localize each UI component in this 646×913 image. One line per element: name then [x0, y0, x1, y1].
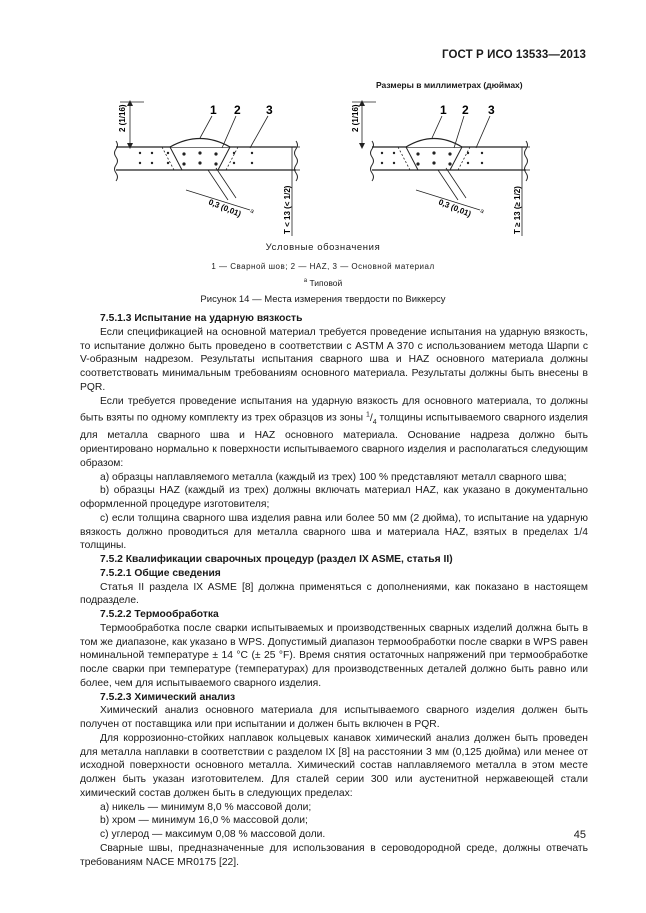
left-dim-top: 2 (1/16) [118, 104, 127, 132]
right-dim-diag: 0,3 (0,01) [437, 197, 473, 219]
list-item-b: b) образцы HAZ (каждый из трех) должны включать материал HAZ, как указано в документально оформленной процедуре изготовителя; [80, 485, 588, 511]
right-callout-3: 3 [488, 103, 495, 117]
section-7522-title: 7.5.2.2 Термообработка [100, 609, 219, 621]
right-weld-cap [406, 139, 462, 148]
paragraph-impact-1: Если спецификацией на основной материал требуется проведение испытания на ударную вязкость, то испытание должно быть проведено в соответствии с ASTM A 370 с использованием метода Шарпи с V-образным надрезом. Результаты испытания сварного шва и HAZ основного материала должны соответствовать минимальным требованиям основного материала. Результаты должны быть внесены в PQR. [80, 326, 588, 393]
right-weld-diagram [351, 100, 530, 236]
left-weld-diagram [115, 100, 301, 236]
dimensions-note: Размеры в миллиметрах (дюймах) [376, 80, 523, 90]
paragraph-heat-treatment: Термообработка после сварки испытываемых и производственных сварных изделий должна быть в том же диапазоне, как указано в WPS. Допустимый диапазон термообработки после сварки в WPS равен номинальной температуре ± 14 °С (± 25 °F). Время снятия остаточных напряжений при термообработке после сварки при температуре (температурах) для производственных деталей должно быть равно или более, чем для испытываемого сварного изделия. [80, 622, 588, 689]
left-haz-lines [162, 147, 238, 170]
legend-items: 1 — Сварной шов; 2 — HAZ, 3 — Основной материал [211, 262, 435, 271]
left-weld-fusion-lines [170, 147, 230, 170]
left-weld-cap [170, 139, 230, 148]
paragraph-impact-2: Если требуется проведение испытания на ударную вязкость для основного материала, то должны быть взяты по одному комплекту из трех образцов из зоны $^1/_4$ толщины испытываемого сварного изделия для металла сварного шва и HAZ основного материала. Основание надреза должно быть ориентировано нормально к поверхности испытываемого сварного изделия и располагаться следующим образом: [80, 395, 589, 469]
body-text [80, 312, 588, 869]
section-7513-title: 7.5.1.3 Испытание на ударную вязкость [100, 313, 303, 324]
section-7523-title: 7.5.2.3 Химический анализ [100, 691, 236, 703]
legend-title: Условные обозначения [265, 242, 381, 253]
legend-footnote [0, 278, 646, 288]
paragraph-chem-2: Для коррозионно-стойких наплавок кольцевых канавок химический анализ должен быть проведен для металла наплавки в соответствии с разделом IX [8] на расстоянии 3 мм (0,125 дюйма) или менее от исходной поверхности основного металла. Химический состав наплавляемого металла в этом месте должен быть указан изготовителем. Для сталей серии 300 или аустенитной нержавеющей стали химический состав должен быть в следующих пределах: [80, 732, 588, 799]
left-callout-3: 3 [266, 103, 273, 117]
document-header: ГОСТ Р ИСО 13533—2013 [441, 49, 586, 61]
chem-limit-b: b) хром — минимум 16,0 % массовой доли; [100, 815, 308, 827]
chem-limit-c: с) углерод — максимум 0,08 % массовой доли. [100, 829, 326, 841]
figure-caption: Рисунок 14 — Места измерения твердости по Виккерсу [200, 294, 446, 305]
chem-limit-a: а) никель — минимум 8,0 % массовой доли; [100, 801, 312, 813]
right-haz-lines [398, 147, 470, 170]
left-dim-thickness: T < 13 (< 1/2) [283, 185, 292, 234]
legend-footnote-text: Типовой [309, 278, 343, 288]
right-callout-1: 1 [440, 103, 447, 117]
right-callout-2: 2 [462, 103, 469, 117]
section-752-title: 7.5.2 Квалификации сварочных процедур (раздел IX ASME, статья II) [100, 554, 453, 566]
right-dim-thickness: T ≥ 13 (≥ 1/2) [513, 186, 522, 234]
page-number: 45 [573, 829, 586, 841]
left-callout-1: 1 [210, 103, 217, 117]
left-dim-diag: 0,3 (0,01) [207, 197, 243, 219]
list-item-c: с) если толщина сварного шва изделия равна или более 50 мм (2 дюйма), то испытание на ударную вязкость должно проводиться для металла сварного шва и материала HAZ, взятых в пределах 1/4 толщины. [80, 512, 588, 552]
section-7521-title: 7.5.2.1 Общие сведения [100, 567, 221, 579]
paragraph-chem-1: Химический анализ основного материала для испытываемого сварного изделия должен быть получен от поставщика или при испытании и должен быть включен в PQR. [80, 705, 588, 731]
left-dim-diag-sup: a [249, 208, 255, 216]
list-item-a: а) образцы наплавляемого металла (каждый из трех) 100 % представляют металл сварного шва; [100, 471, 567, 483]
right-dim-top: 2 (1/16) [351, 104, 360, 132]
right-indent-points [381, 151, 483, 165]
left-callout-2: 2 [234, 103, 241, 117]
left-indent-points [139, 151, 253, 165]
right-dim-diag-sup: a [479, 208, 485, 216]
paragraph-sour-service: Сварные швы, предназначенные для использования в сероводородной среде, должны отвечать требованиям NACE MR0175 [22]. [80, 842, 588, 868]
legend-footnote-mark: a [303, 278, 308, 285]
right-weld-fusion-lines [406, 147, 462, 170]
vickers-figure [100, 96, 540, 236]
paragraph-general: Статья II раздела IX ASME [8] должна применяться с дополнениями, как показано в настоящем подразделе. [80, 581, 588, 607]
